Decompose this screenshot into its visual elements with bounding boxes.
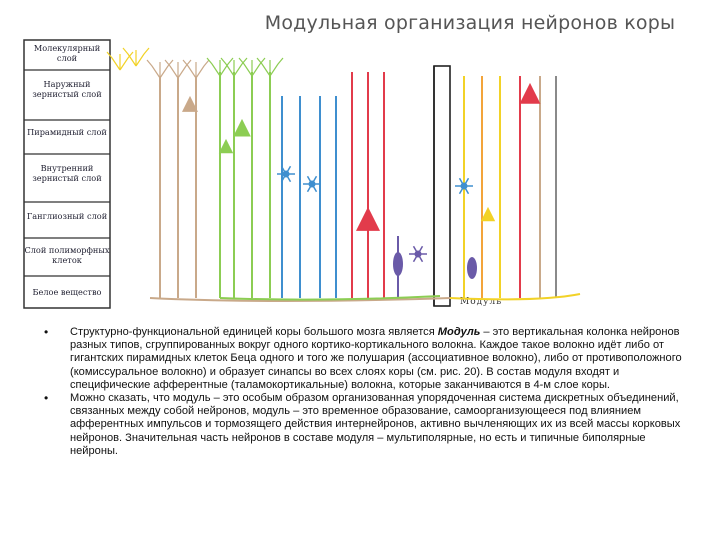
layer-label-outer-granular: Наружный зернистый слой [32,79,102,99]
bullet-dot: • [44,325,49,339]
yellow-branch-right [123,48,149,66]
bullet-list [44,326,684,458]
blue-stellate-cell [309,181,316,188]
module-yellow-cell [482,208,495,221]
layer-label-ganglionic: Ганглиозный слой [26,211,108,221]
green-dendrite [239,58,265,76]
green-pyramidal-cell [234,120,250,136]
module-blue-stellate-cell [461,183,468,190]
layer-label-white-matter: Белое вещество [32,287,102,297]
slide-title: Модульная организация нейронов коры [264,12,676,34]
bullet-1-text-b: – это вертикальная колонка нейронов разных типов, сгруппированных вокруг одного кортико-кортикального волокна. Каждое такое волокно идёт либо от гигантских пирамидных клеток Беца одного и того же полушария (ассоциативное волокно), либо от противоположного (комиссуральное волокно) и образует синапсы во всех слоях коры (см. рис. 20). В состав модуля входят и специфические афферентные (таламокортикальные) волокна, которые заканчиваются в 4-м слое коры. [70,326,682,391]
bullet-module-definition [44,326,684,392]
layer-label-pyramidal: Пирамидный слой [27,127,107,137]
purple-stellate-cell [415,251,422,258]
green-dendrite [207,58,233,76]
layer-legend [24,40,110,310]
bullet-dot: • [44,391,49,406]
module-boundary [434,66,450,306]
bullet-module-description [44,392,684,458]
red-betz-cell [357,208,379,230]
module-purple-cell [467,257,477,279]
green-pyramidal-cell [220,140,233,153]
module-red-cell [520,84,539,103]
blue-stellate-cell [283,171,290,178]
bullet-1-emphasis: Модуль [437,326,481,338]
bullet-2-text: Можно сказать, что модуль – это особым образом организованная упорядоченная система дискретных объединений, связанных между собой нейронов, модуль – это временное образование, самоорганизующееся под влиянием афферентных импульсов и тормозящего действия интернейронов, активно вычленяющих их из всей массы корковых нейронов. Значительная часть нейронов в составе модуля – мультиполярные, но есть и типичные биполярные нейроны. [70,392,681,457]
layer-label-inner-granular: Внутренний зернистый слой [32,163,102,183]
layer-label-molecular: Молекулярный слой [33,43,101,63]
bullet-1-text-a: Структурно-функциональной единицей коры большого мозга является [70,326,438,338]
tan-dendrite [165,60,191,78]
tan-dendrite [183,60,209,78]
cortex-module-diagram [20,36,680,312]
diagram-canvas [20,36,680,312]
green-dendrite [257,58,283,76]
tan-dendrite [147,60,173,78]
layer-label-polymorphic: Слой полиморфных клеток [24,245,110,265]
green-dendrite [221,58,247,76]
module-label: Модуль [460,297,503,307]
